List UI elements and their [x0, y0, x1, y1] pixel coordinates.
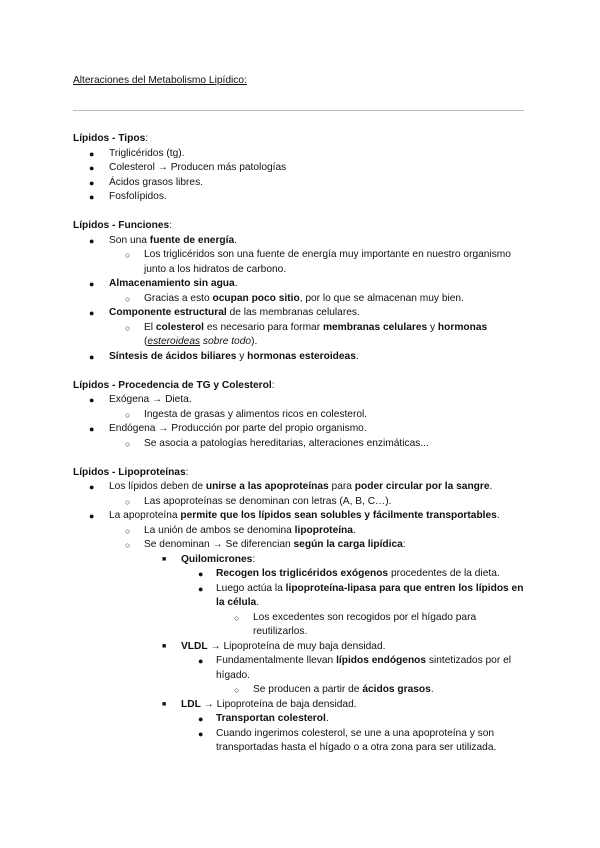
section-heading: Lípidos - Tipos:: [73, 133, 149, 144]
list-item: ■ LDL → Lipoproteína de baja densidad.: [73, 698, 533, 713]
bullet-disc-icon: ●: [198, 714, 204, 724]
list-item: ○ Ingesta de grasas y alimentos ricos en colesterol.: [73, 408, 533, 423]
list-item: ● Ácidos grasos libres.: [73, 176, 533, 191]
bullet-disc-icon: ●: [89, 192, 95, 202]
list-item: ● Síntesis de ácidos biliares y hormonas esteroideas.: [73, 350, 533, 365]
list-item: ● Los lípidos deben de unirse a las apoproteínas para poder circular por la sangre.: [73, 480, 533, 495]
bullet-disc-icon: ●: [89, 235, 95, 246]
list-item: ○ Los triglicéridos son una fuente de energía muy importante en nuestro organismo junto a los hidratos de carbono.: [125, 249, 511, 275]
list-item: ○ Se producen a partir de ácidos grasos.: [73, 683, 533, 698]
list-item: ● Fosfolípidos.: [73, 190, 533, 205]
bullet-disc-icon: ●: [198, 728, 204, 739]
list-item: ■ Quilomicrones:: [73, 553, 533, 568]
list-item: ● Colesterol → Producen más patologías: [73, 161, 533, 176]
bullet-disc-icon: ●: [89, 308, 95, 318]
list-item: ○ Gracias a esto ocupan poco sitio, por lo que se almacenan muy bien.: [73, 292, 533, 307]
list-item: ● Endógena → Producción por parte del propio organismo.: [73, 422, 533, 437]
list-item: ○ Los excedentes son recogidos por el hígado para reutilizarlos.: [234, 611, 477, 637]
list-item: ● La apoproteína permite que los lípidos sean solubles y fácilmente transportables.: [73, 509, 533, 524]
bullet-circle-icon: ○: [125, 438, 131, 449]
bullet-list: [73, 147, 533, 205]
bullet-circle-icon: ○: [125, 293, 131, 304]
list-item: ○ La unión de ambos se denomina lipoproteína.: [73, 524, 533, 539]
section-heading: Lípidos - Funciones:: [73, 220, 173, 231]
bullet-disc-icon: ●: [89, 395, 95, 405]
list-item: ● Recogen los triglicéridos exógenos procedentes de la dieta.: [73, 567, 533, 582]
bullet-disc-icon: ●: [89, 424, 95, 434]
bullet-square-icon: ■: [162, 700, 167, 708]
list-item: ● Transportan colesterol.: [73, 712, 533, 727]
section-heading: Lípidos - Procedencia de TG y Colesterol:: [73, 379, 275, 391]
bullet-list: [73, 393, 533, 451]
list-item: ● Cuando ingerimos colesterol, se une a una apoproteína y son transportadas hasta el hígado o a otra zona para ser utilizada.: [198, 727, 497, 753]
list-item: ● Son una fuente de energía.: [73, 234, 533, 249]
document-body: [73, 132, 533, 756]
bullet-disc-icon: ●: [89, 163, 95, 173]
bullet-list: [73, 480, 533, 756]
bullet-disc-icon: ●: [198, 569, 204, 579]
section-tipos: [73, 132, 533, 205]
list-item: ■ VLDL → Lipoproteína de muy baja densidad.: [73, 640, 533, 655]
bullet-disc-icon: ●: [198, 583, 204, 594]
bullet-disc-icon: ●: [89, 482, 95, 492]
list-item: ● Luego actúa la lipoproteína-lipasa para que entren los lípidos en la célula.: [198, 582, 524, 608]
bullet-circle-icon: ○: [125, 525, 131, 536]
bullet-disc-icon: ●: [89, 351, 95, 362]
list-item: ○ El colesterol es necesario para formar membranas celulares y hormonas (esteroideas sobre todo).: [125, 321, 488, 347]
section-lipoproteinas: [73, 466, 533, 756]
list-item: ○ Las apoproteínas se denominan con letras (A, B, C…).: [73, 495, 533, 510]
list-item: ○ Se denominan → Se diferencian según la carga lipídica:: [73, 538, 533, 553]
bullet-disc-icon: ●: [89, 177, 95, 188]
bullet-circle-icon: ○: [234, 685, 240, 695]
bullet-circle-icon: ○: [125, 250, 131, 260]
list-item: ● Componente estructural de las membranas celulares.: [73, 306, 533, 321]
section-heading: Lípidos - Lipoproteínas:: [73, 466, 189, 478]
list-item: ● Triglicéridos (tg).: [73, 147, 533, 162]
bullet-circle-icon: ○: [234, 612, 240, 623]
bullet-disc-icon: ●: [89, 511, 95, 521]
bullet-disc-icon: ●: [89, 279, 95, 289]
section-procedencia: [73, 379, 533, 452]
bullet-disc-icon: ●: [89, 148, 95, 159]
document-title: Alteraciones del Metabolismo Lipídico:: [73, 75, 247, 86]
horizontal-rule: [73, 110, 524, 111]
list-item: ○ Se asocia a patologías hereditarias, alteraciones enzimáticas...: [73, 437, 533, 452]
section-funciones: [73, 219, 533, 364]
list-item: ● Fundamentalmente llevan lípidos endógenos sintetizados por el hígado.: [198, 655, 512, 681]
bullet-disc-icon: ●: [198, 656, 204, 666]
bullet-square-icon: ■: [162, 555, 167, 563]
bullet-circle-icon: ○: [125, 496, 131, 507]
list-item: ● Almacenamiento sin agua.: [73, 277, 533, 292]
bullet-circle-icon: ○: [125, 322, 131, 333]
list-item: ● Exógena → Dieta.: [73, 393, 533, 408]
bullet-list: [73, 234, 533, 365]
bullet-circle-icon: ○: [125, 409, 131, 420]
bullet-circle-icon: ○: [125, 540, 131, 550]
bullet-square-icon: ■: [162, 642, 167, 650]
